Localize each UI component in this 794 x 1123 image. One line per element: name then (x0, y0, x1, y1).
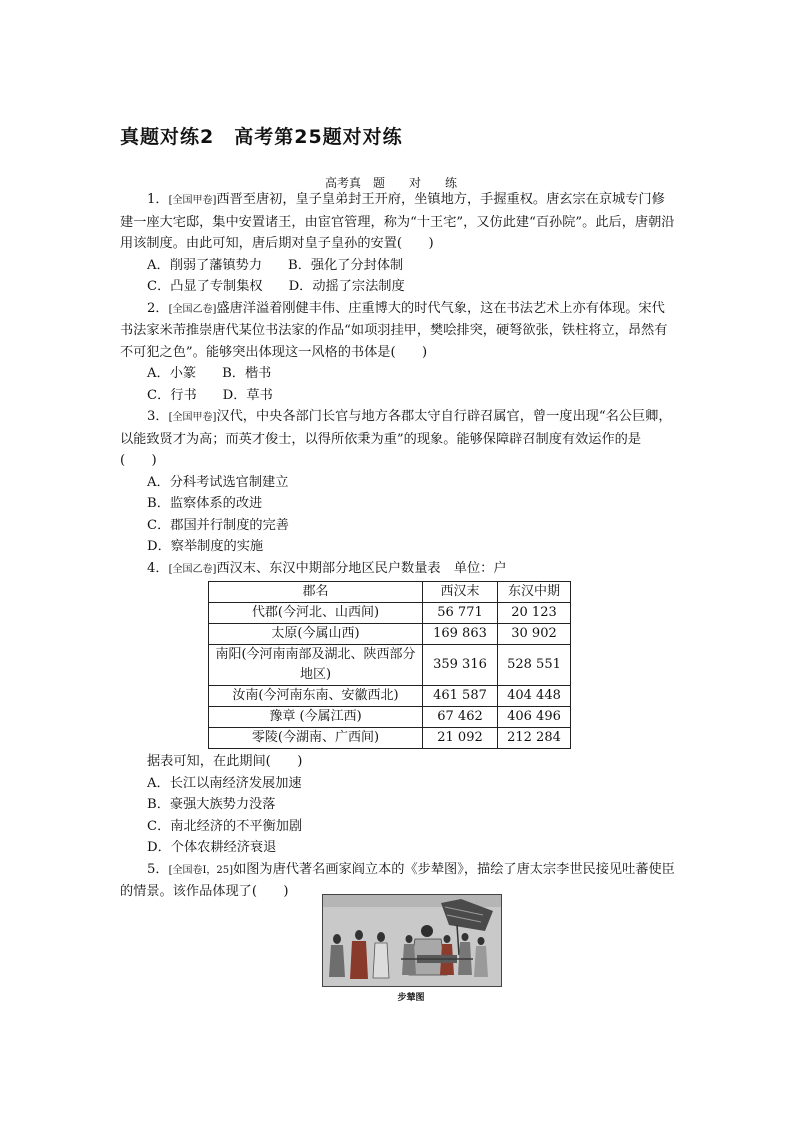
question-number: 5． (147, 861, 169, 877)
table-header-cell: 西汉末 (423, 582, 498, 603)
question-1-options-row (120, 276, 675, 298)
table-cell: 461 587 (423, 686, 498, 707)
question-list (120, 189, 675, 903)
option-d[interactable]: D．动摇了宗法制度 (288, 279, 405, 294)
question-source: [全国乙卷] (168, 303, 217, 315)
table-cell: 汝南(今河南东南、安徽西北) (209, 686, 423, 707)
table-cell: 404 448 (498, 686, 571, 707)
section-title-word: 高考真 (324, 176, 361, 190)
table-row (209, 624, 571, 645)
table-cell: 代郡(今河北、山西间) (209, 603, 423, 624)
option-d[interactable]: D．草书 (222, 387, 273, 403)
question-text: 西晋至唐初，皇子皇弟封王开府，坐镇地方，手握重权。唐玄宗在京城专门修建一座大宅邸，集中安置诸王，由宦官管理，称为“十王宅”，又仿此建“百孙院”。此后，唐朝沿用该制度。由此可知，唐后期对皇子皇孙的安置( ) (120, 192, 675, 251)
question-1-options-row (120, 255, 675, 277)
figure-caption: 步辇图 (397, 993, 425, 1003)
table-header-cell: 东汉中期 (498, 582, 571, 603)
table-cell: 太原(今属山西) (209, 624, 423, 645)
option-c[interactable]: C．郡国并行制度的完善 (147, 517, 289, 533)
table-cell: 359 316 (423, 645, 498, 686)
question-number: 1． (147, 192, 169, 207)
table-row (209, 728, 571, 749)
painting-illustration (323, 895, 501, 986)
question-source: [全国卷Ⅰ，25] (168, 864, 234, 876)
option-b[interactable]: B．豪强大族势力没落 (147, 797, 276, 812)
table-header-row (209, 582, 571, 603)
option-a[interactable]: A．长江以南经济发展加速 (147, 775, 302, 791)
question-2-stem (120, 298, 675, 364)
option-a[interactable]: A．削弱了藩镇势力 (147, 257, 263, 273)
question-text: 西汉末、东汉中期部分地区民户数量表 单位：户 (216, 560, 507, 576)
question-text: 如图为唐代著名画家阎立本的《步辇图》，描绘了唐太宗李世民接见吐蕃使臣的情景。该作品体现了( ) (120, 861, 675, 899)
question-2-options-row (120, 385, 675, 407)
option-b[interactable]: B．强化了分封体制 (288, 257, 404, 273)
table-cell: 21 092 (423, 728, 498, 749)
table-cell: 212 284 (498, 728, 571, 749)
table-cell: 56 771 (423, 603, 498, 624)
table-cell: 20 123 (498, 603, 571, 624)
question-number: 4． (147, 560, 169, 576)
table-cell: 169 863 (423, 624, 498, 645)
option-d[interactable]: D．个体农耕经济衰退 (147, 840, 277, 855)
table-cell: 406 496 (498, 707, 571, 728)
question-text: 汉代，中央各部门长官与地方各郡太守自行辟召属官，曾一度出现“名公巨卿，以能致贤才为高；而英才俊士，以得所依秉为重”的现象。能够保障辟召制度有效运作的是( ) (120, 409, 672, 468)
option-b[interactable]: B．楷书 (222, 366, 272, 381)
question-4-after: 据表可知，在此期间( ) (147, 754, 303, 769)
table-cell: 豫章 (今属江西) (209, 707, 423, 728)
section-title-word: 练 (445, 176, 458, 190)
option-a[interactable]: A．分科考试选官制建立 (147, 474, 289, 490)
question-3-stem (120, 406, 675, 472)
question-source: [全国甲卷] (168, 195, 217, 206)
table-row (209, 707, 571, 728)
question-4-stem (120, 558, 675, 581)
table-cell: 南阳(今河南南部及湖北、陕西部分地区) (209, 645, 423, 686)
option-c[interactable]: C．行书 (147, 387, 197, 403)
question-1-stem (120, 189, 675, 255)
question-text: 盛唐洋溢着刚健丰伟、庄重博大的时代气象，这在书法艺术上亦有体现。宋代书法家米芾推崇唐代某位书法家的作品“如项羽挂甲，樊哙排突，硬弩欲张，铁柱将立，昂然有不可犯之色”。能够突出体现这一风格的书体是( ) (120, 300, 668, 360)
table-cell: 67 462 (423, 707, 498, 728)
question-source: [全国乙卷] (168, 563, 217, 575)
table-cell: 零陵(今湖南、广西间) (209, 728, 423, 749)
option-c[interactable]: C．南北经济的不平衡加剧 (147, 818, 303, 834)
household-table (208, 581, 571, 749)
section-title-word: 对 (409, 176, 422, 190)
section-title-word: 题 (372, 176, 385, 190)
option-d[interactable]: D．察举制度的实施 (147, 539, 264, 554)
option-a[interactable]: A．小篆 (147, 366, 197, 381)
question-2-options-row (120, 363, 675, 385)
table-cell: 528 551 (498, 645, 571, 686)
question-number: 2． (147, 300, 169, 316)
table-row (209, 686, 571, 707)
table-header-cell: 郡名 (209, 582, 423, 603)
page-title: 真题对练2 高考第25题对对练 (120, 126, 403, 148)
question-number: 3． (147, 409, 169, 424)
table-row (209, 603, 571, 624)
table-cell: 30 902 (498, 624, 571, 645)
option-c[interactable]: C．凸显了专制集权 (147, 279, 263, 294)
option-b[interactable]: B．监察体系的改进 (147, 496, 263, 511)
table-row (209, 645, 571, 686)
painting-figure (322, 894, 502, 987)
question-source: [全国甲卷] (168, 412, 217, 423)
